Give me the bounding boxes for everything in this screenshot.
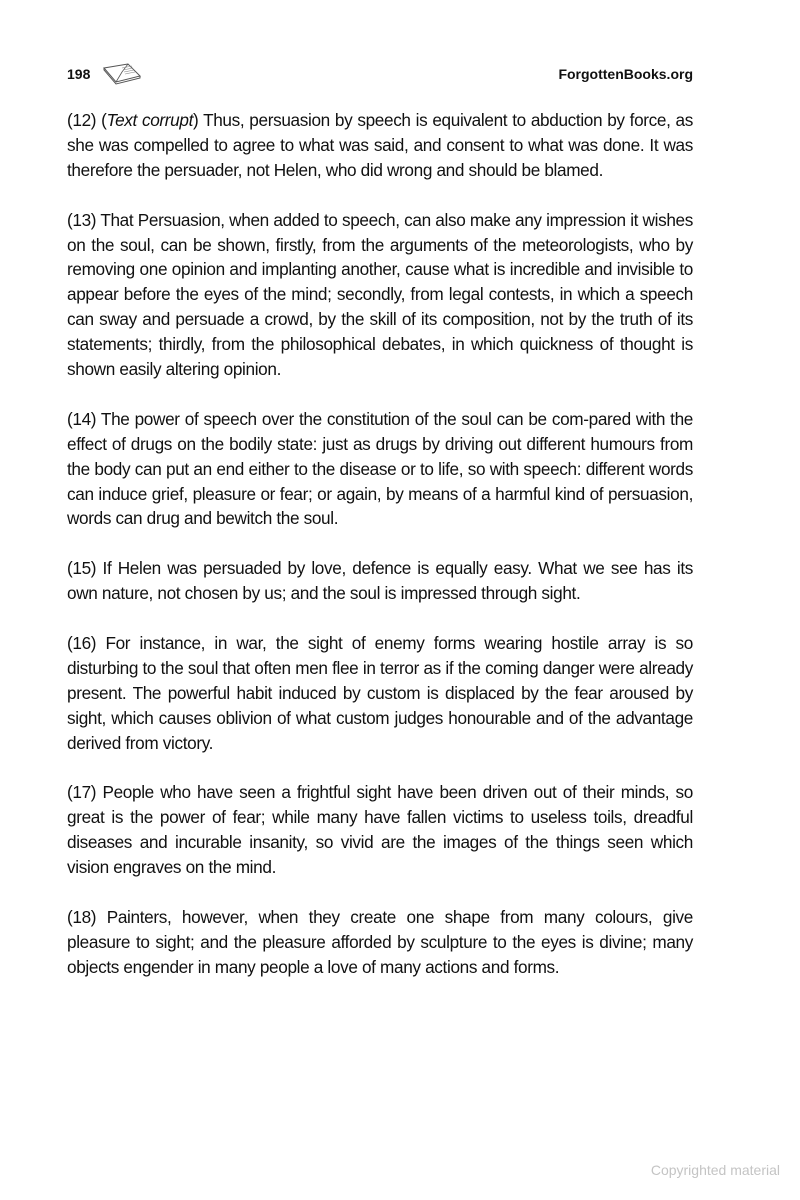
paragraph-13: (13) That Persuasion, when added to speech, can also make any impression it wishes on the soul, can be shown, firstly, from the arguments of the meteorologists, who by removing one opinion and implanting another, cause what is incredible and invisible to appear before the eyes of the mind; secondly, from legal contests, in which a speech can sway and persuade a crowd, by the skill of its composition, not by the truth of its statements; thirdly, from the philosophical debates, in which quickness of thought is shown easily altering opinion. xyxy=(67,209,693,380)
page-header xyxy=(67,66,693,90)
page-number: 198 xyxy=(67,66,91,82)
open-book-icon xyxy=(102,62,142,86)
page-body xyxy=(67,108,693,980)
paragraph-12 xyxy=(67,108,693,183)
paragraph-17: (17) People who have seen a frightful sight have been driven out of their minds, so great is the power of fear; while many have fallen victims to useless toils, dreadful diseases and incurable insanity, so vivid are the images of the things seen which vision engraves on the mind. xyxy=(67,782,693,878)
site-name: ForgottenBooks.org xyxy=(558,66,693,82)
copyright-watermark: Copyrighted material xyxy=(650,1162,780,1178)
paragraph-text: ) Thus, persuasion by speech is equivalent to abduction by force, as she was compelled to agree to what was said, and consent to what was done. It was therefore the persuader, not Helen, who did wrong and should be blamed. xyxy=(67,110,693,180)
paragraph-14: (14) The power of speech over the constitution of the soul can be com-pared with the effect of drugs on the bodily state: just as drugs by driving out different humours from the body can put an end either to the disease or to life, so with speech: different words can induce grief, pleasure or fear; or again, by means of a harmful kind of persuasion, words can drug and bewitch the soul. xyxy=(67,408,693,529)
paragraph-16: (16) For instance, in war, the sight of enemy forms wearing hostile array is so disturbing to the soul that often men flee in terror as if the coming danger were already present. The powerful habit induced by custom is displaced by the fear aroused by sight, which causes oblivion of what custom judges honourable and of the advantage derived from victory. xyxy=(67,632,693,753)
paragraph-prefix: (12) ( xyxy=(67,110,107,130)
paragraph-18: (18) Painters, however, when they create one shape from many colours, give pleasure to sight; and the pleasure afforded by sculpture to the eyes is divine; many objects engender in many people a love of many actions and forms. xyxy=(67,906,693,977)
paragraph-15: (15) If Helen was persuaded by love, defence is equally easy. What we see has its own nature, not chosen by us; and the soul is impressed through sight. xyxy=(67,558,693,604)
italic-note: Text corrupt xyxy=(106,110,194,130)
